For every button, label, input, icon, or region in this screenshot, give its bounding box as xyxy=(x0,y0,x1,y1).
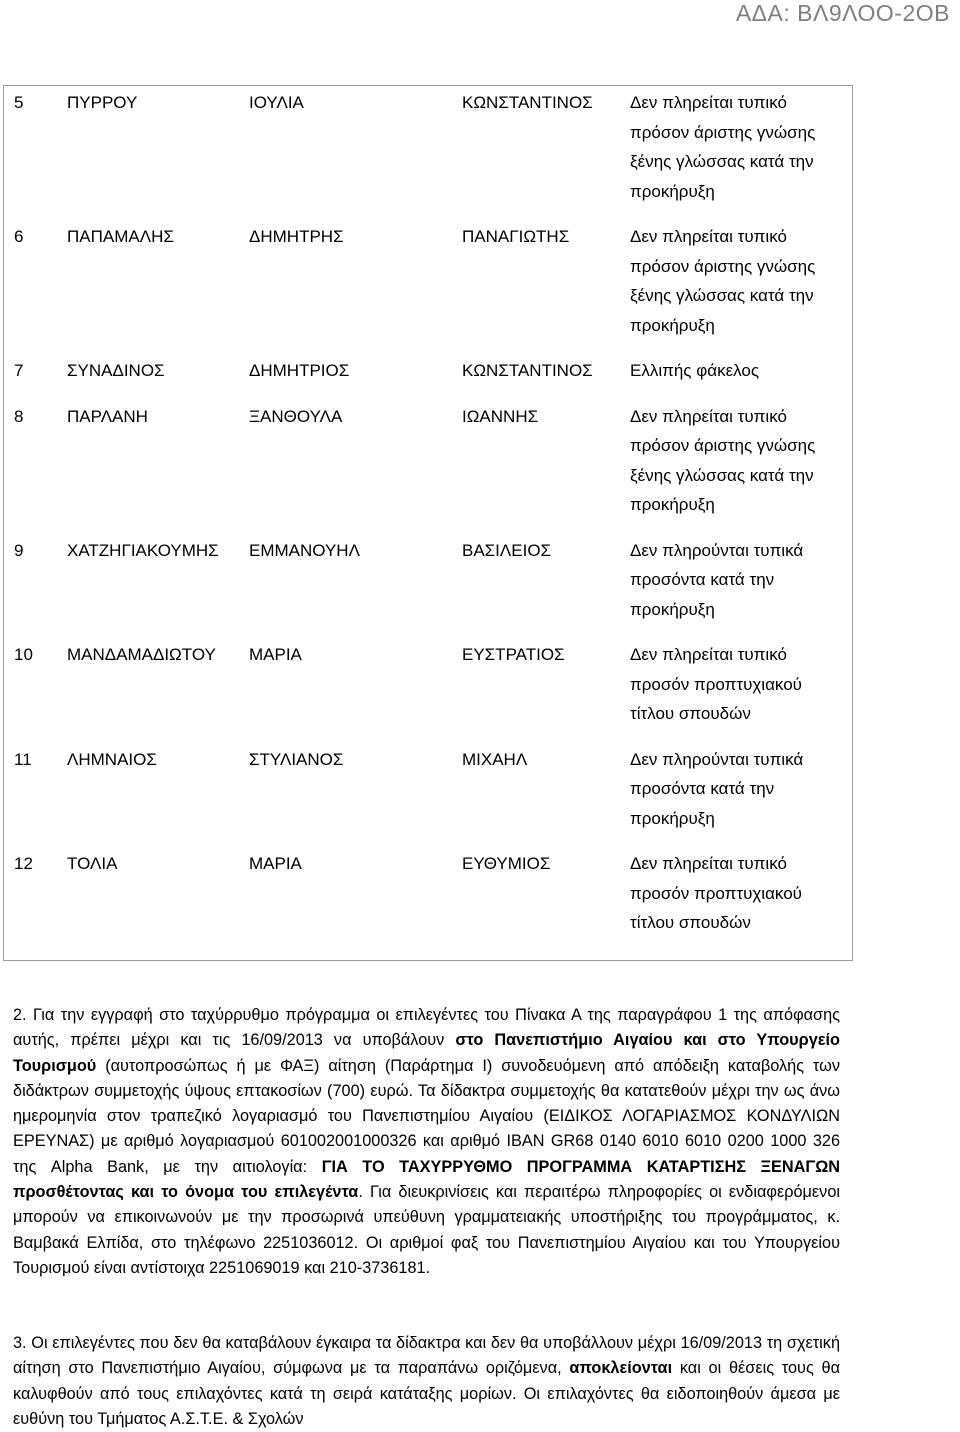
paragraph-3 xyxy=(13,1331,840,1432)
first-name: ΞΑΝΘΟΥΛΑ xyxy=(249,406,343,426)
first-name: ΔΗΜΗΤΡΙΟΣ xyxy=(249,361,350,380)
row-number: 6 xyxy=(14,227,24,246)
paragraph-text: . Για διευκρινίσεις και περαιτέρω πληροφορίες οι ενδιαφερόμενοι μπορούν να επικοινωνούν με την προσωρινά υπεύθυνη γραμματειακής υποστήριξης του προγράμματος, κ. Βαμβακά Ελπίδα, στο τηλέφωνο 2251036012. Οι αριθμοί φαξ του Πανεπιστημίου Αιγαίου και του Υπουργείου Τουρισμού είναι αντίστοιχα 2251069019 και 210-3736181. xyxy=(13,1183,840,1277)
father-name: ΜΙΧΑΗΛ xyxy=(462,749,528,769)
row-number: 10 xyxy=(14,645,33,664)
father-name: ΚΩΝΣΤΑΝΤΙΝΟΣ xyxy=(462,361,593,380)
remark: Δεν πληρείται τυπικό πρόσον άριστης γνώσης ξένης γλώσσας κατά την προκήρυξη xyxy=(630,406,816,514)
paragraph-text: 3. Οι επιλεγέντες που δεν θα καταβάλουν έγκαιρα τα δίδακτρα και δεν θα υποβάλλουν μέχρι 16/09/2013 τη σχετική αίτηση στο Πανεπιστήμιο Αιγαίου, σύμφωνα με τα παραπάνω οριζόμενα, xyxy=(13,1334,840,1378)
first-name: ΜΑΡΙΑ xyxy=(249,854,302,873)
row-number: 9 xyxy=(14,540,24,560)
bold-text: αποκλείονται xyxy=(569,1359,673,1378)
surname: ΧΑΤΖΗΓΙΑΚΟΥΜΗΣ xyxy=(67,540,219,560)
table-row xyxy=(4,354,852,400)
father-name: ΚΩΝΣΤΑΝΤΙΝΟΣ xyxy=(462,93,593,112)
first-name: ΔΗΜΗΤΡΗΣ xyxy=(249,227,344,246)
paragraph-text: 2. Για την εγγραφή στο ταχύρρυθμο πρόγραμμα οι επιλεγέντες του Πίνακα Α της παραγράφου 1 της απόφασης αυτής, πρέπει μέχρι και τις 16/09/2013 να υποβάλουν xyxy=(13,1006,840,1050)
table-row xyxy=(4,400,852,534)
row-number: 5 xyxy=(14,93,24,112)
table-row xyxy=(4,220,852,354)
father-name: ΕΥΣΤΡΑΤΙΟΣ xyxy=(462,645,565,664)
remark: Ελλιπής φάκελος xyxy=(630,361,760,380)
father-name: ΕΥΘΥΜΙΟΣ xyxy=(462,854,551,873)
first-name: ΜΑΡΙΑ xyxy=(249,645,302,664)
paragraph-text: (αυτοπροσώπως ή με ΦΑΞ) αίτηση (Παράρτημα Ι) συνοδευόμενη από απόδειξη καταβολής των διδάκτρων συμμετοχής ύψους επτακοσίων (700) ευρώ. Τα δίδακτρα συμμετοχής θα κατατεθούν μέχρι την ως άνω ημερομηνία στον τραπεζικό λογαριασμό του Πανεπιστημίου Αιγαίου (ΕΙΔΙΚΟΣ ΛΟΓΑΡΙΑΣΜΟΣ ΚΟΝΔΥΛΙΩΝ ΕΡΕΥΝΑΣ) με αριθμό λογαριασμού 601002001000326 και αριθμό IBAN GR68 0140 6010 6010 0200 1000 326 της Alpha Bank, με την αιτιολογία: xyxy=(13,1056,840,1176)
father-name: ΙΩΑΝΝΗΣ xyxy=(462,406,539,426)
surname: ΠΑΡΛΑΝΗ xyxy=(67,406,148,426)
father-name: ΒΑΣΙΛΕΙΟΣ xyxy=(462,540,552,560)
paragraph-2 xyxy=(13,1003,840,1281)
paragraph-text: και οι θέσεις τους θα καλυφθούν από τους επιλαχόντες κατά τη σειρά κατάταξης μορίων. Οι επιλαχόντες θα ειδοποιηθούν άμεσα με ευθύνη του Τμήματος Α.Σ.Τ.Ε. & Σχολών xyxy=(13,1359,840,1428)
first-name: ΣΤΥΛΙΑΝΟΣ xyxy=(249,749,344,769)
bold-text: ΓΙΑ ΤΟ ΤΑΧΥΡΡΥΘΜΟ ΠΡΟΓΡΑΜΜΑ ΚΑΤΑΡΤΙΣΗΣ ΞΕΝΑΓΩΝ προσθέτοντας και το όνομα του επιλεγέντα xyxy=(13,1157,841,1202)
surname: ΠΑΠΑΜΑΛΗΣ xyxy=(67,227,174,246)
remark: Δεν πληρείται τυπικό πρόσον άριστης γνώσης ξένης γλώσσας κατά την προκήρυξη xyxy=(630,93,816,201)
remark: Δεν πληρούνται τυπικά προσόντα κατά την προκήρυξη xyxy=(630,540,804,619)
results-table xyxy=(3,85,853,961)
surname: ΠΥΡΡΟΥ xyxy=(67,93,138,112)
remark: Δεν πληρείται τυπικό πρόσον άριστης γνώσης ξένης γλώσσας κατά την προκήρυξη xyxy=(630,227,816,335)
bold-text: στο Πανεπιστήμιο Αιγαίου και στο Υπουργείο Τουρισμού xyxy=(13,1031,840,1075)
ada-code: ΑΔΑ: ΒΛ9ΛΟΟ-2ΟΒ xyxy=(735,0,950,26)
table-body-cell xyxy=(4,86,853,961)
table-row xyxy=(4,534,852,639)
surname: ΣΥΝΑΔΙΝΟΣ xyxy=(67,361,165,380)
row-number: 7 xyxy=(14,361,24,380)
table-row xyxy=(4,847,852,960)
table-row xyxy=(4,743,852,848)
remark: Δεν πληρείται τυπικό προσόν προπτυχιακού τίτλου σπουδών xyxy=(630,854,802,932)
row-number: 8 xyxy=(14,406,24,426)
father-name: ΠΑΝΑΓΙΩΤΗΣ xyxy=(462,227,570,246)
row-number: 11 xyxy=(14,749,32,769)
surname: ΜΑΝΔΑΜΑΔΙΩΤΟΥ xyxy=(67,645,216,664)
row-number: 12 xyxy=(14,854,33,873)
surname: ΤΟΛΙΑ xyxy=(67,854,118,873)
table-row xyxy=(4,638,852,743)
first-name: ΙΟΥΛΙΑ xyxy=(249,93,304,112)
remark: Δεν πληρούνται τυπικά προσόντα κατά την προκήρυξη xyxy=(630,749,804,828)
surname: ΛΗΜΝΑΙΟΣ xyxy=(67,749,157,769)
table-row xyxy=(4,86,852,220)
remark: Δεν πληρείται τυπικό προσόν προπτυχιακού τίτλου σπουδών xyxy=(630,645,802,723)
first-name: ΕΜΜΑΝΟΥΗΛ xyxy=(249,540,360,560)
